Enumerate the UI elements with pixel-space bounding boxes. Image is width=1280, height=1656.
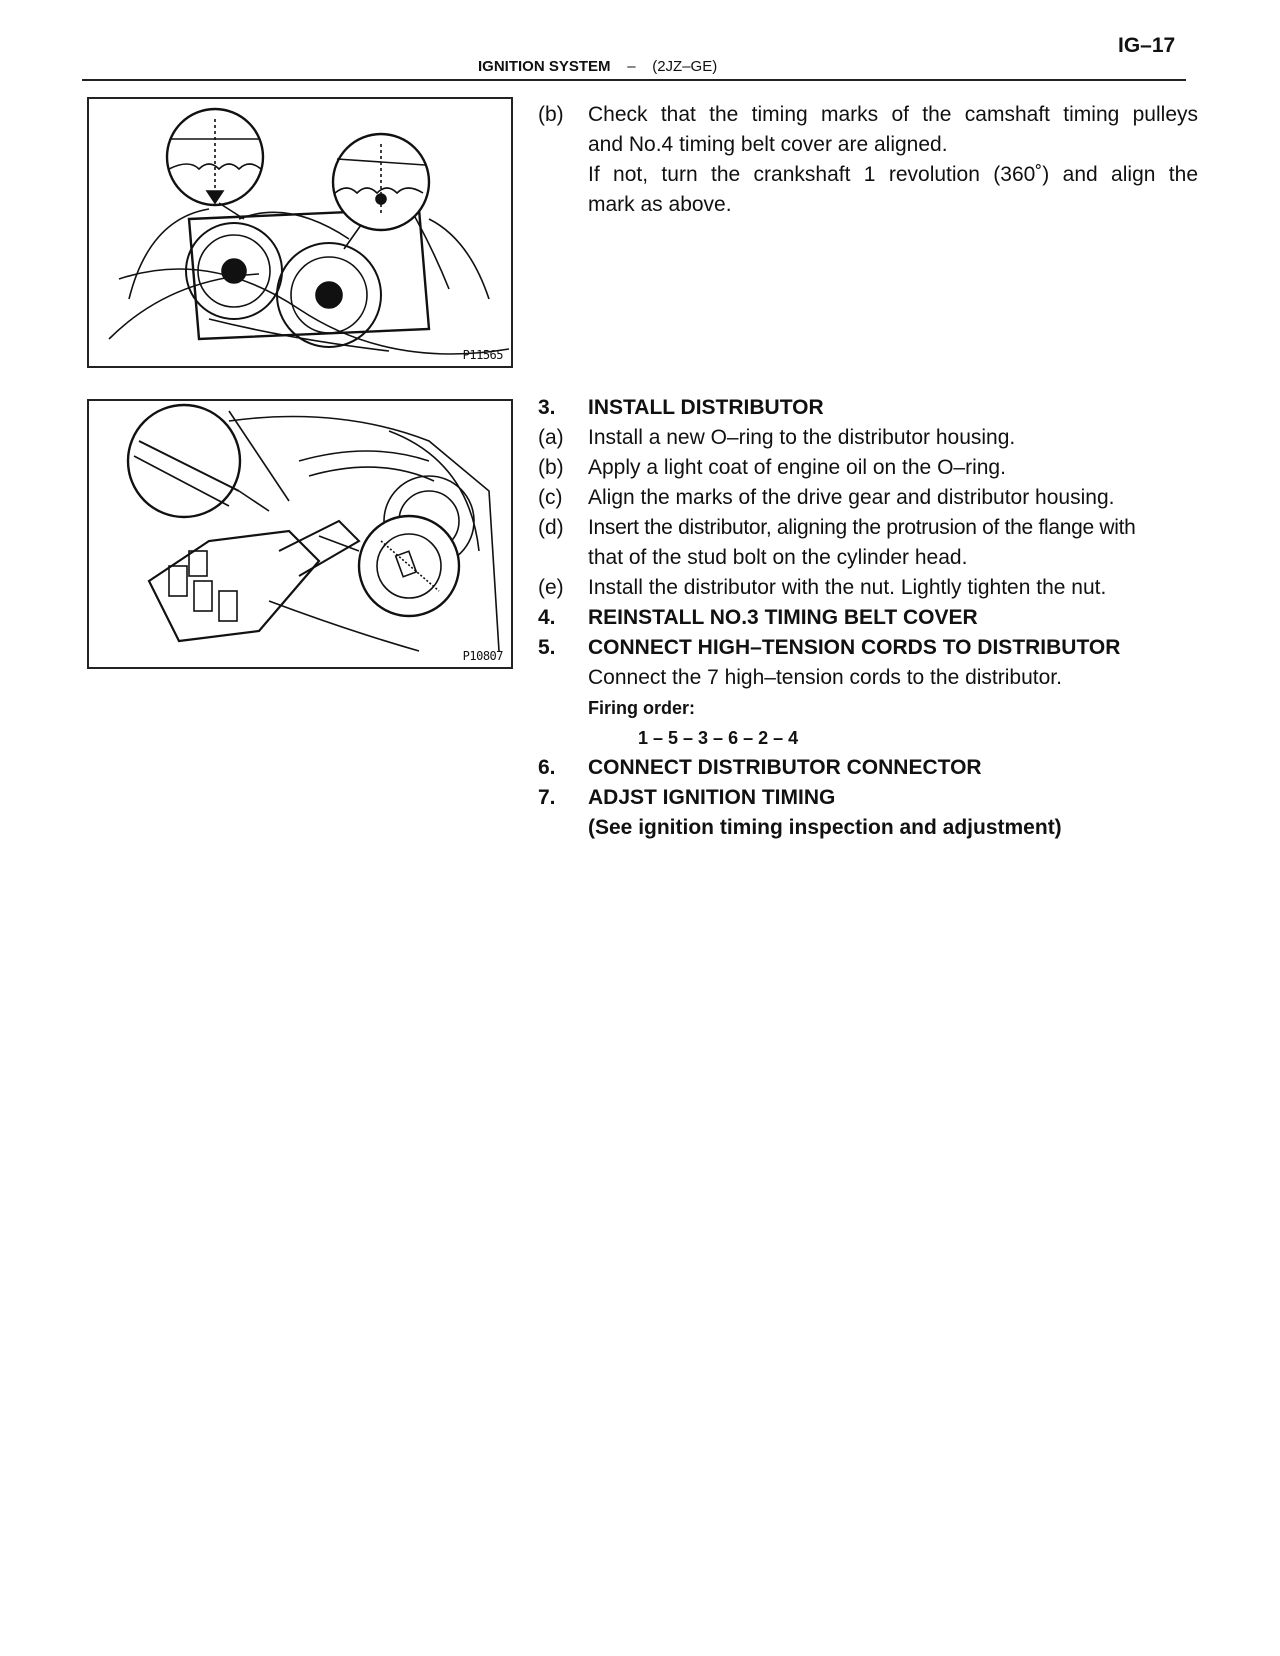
engine-code: (2JZ–GE): [652, 58, 718, 75]
step-3a: [538, 423, 1136, 453]
step-b: [538, 100, 1198, 130]
indent: [538, 543, 588, 573]
section-5-heading: [538, 633, 1136, 663]
step-b-line4: [538, 190, 1198, 220]
step-marker: (b): [538, 456, 564, 479]
firing-order-row: [538, 723, 1136, 753]
section-number: 7.: [538, 786, 556, 809]
timing-pulleys-illustration: [87, 97, 513, 368]
distributor-illustration: [87, 399, 513, 669]
section-number: 4.: [538, 606, 556, 629]
step-b-line3: [538, 160, 1198, 190]
header-separator: –: [627, 58, 636, 75]
step-b-line2: [538, 130, 1198, 160]
step-text: Align the marks of the drive gear and distributor housing.: [588, 486, 1115, 509]
step-3d-line2: [538, 543, 1136, 573]
distributor-drawing: [89, 401, 511, 667]
section-title: INSTALL DISTRIBUTOR: [588, 396, 824, 419]
section-title: IGNITION SYSTEM: [478, 58, 611, 75]
indent: [538, 160, 588, 190]
section-7-note: [538, 813, 1136, 843]
step-3e: [538, 573, 1136, 603]
section-3-heading: [538, 393, 1136, 423]
step-text: and No.4 timing belt cover are aligned.: [588, 133, 948, 156]
figure-code: P10807: [462, 649, 503, 663]
step-text: If not, turn the crankshaft 1 revolution (360˚) and align the: [588, 163, 1198, 186]
firing-order-label-row: [538, 693, 1136, 723]
indent: [538, 813, 588, 843]
step-marker: (a): [538, 426, 564, 449]
section-number: 3.: [538, 396, 556, 419]
header-rule: [82, 79, 1186, 81]
indent: [538, 130, 588, 160]
indent: [538, 663, 588, 693]
step-text: mark as above.: [588, 193, 732, 216]
step-3b: [538, 453, 1136, 483]
firing-order-sequence: 1 – 5 – 3 – 6 – 2 – 4: [638, 728, 799, 748]
section-title: CONNECT DISTRIBUTOR CONNECTOR: [588, 756, 982, 779]
step-marker: (c): [538, 486, 563, 509]
indent: [538, 693, 588, 723]
page-number: IG–17: [1118, 34, 1176, 57]
timing-pulleys-drawing: [89, 99, 511, 366]
step-text: that of the stud bolt on the cylinder head.: [588, 546, 968, 569]
step-3c: [538, 483, 1136, 513]
step-b-block: [538, 100, 1198, 220]
section-4-heading: [538, 603, 1136, 633]
figure-code: P11565: [462, 348, 503, 362]
step-marker: (e): [538, 576, 564, 599]
section-7-heading: [538, 783, 1136, 813]
section-note: (See ignition timing inspection and adjustment): [588, 816, 1062, 839]
section-title: ADJST IGNITION TIMING: [588, 786, 836, 809]
section-title: REINSTALL NO.3 TIMING BELT COVER: [588, 606, 978, 629]
section-6-heading: [538, 753, 1136, 783]
section-5-text: [538, 663, 1136, 693]
section-number: 5.: [538, 636, 556, 659]
procedure-block: [538, 393, 1136, 843]
firing-order-label: Firing order:: [588, 698, 695, 718]
step-text: Apply a light coat of engine oil on the O–ring.: [588, 456, 1006, 479]
step-text: Check that the timing marks of the camshaft timing pulleys: [588, 103, 1198, 126]
indent: [538, 190, 588, 220]
step-marker: (b): [538, 103, 564, 126]
step-text: Insert the distributor, aligning the protrusion of the flange with: [588, 516, 1136, 539]
indent: [538, 723, 588, 753]
step-marker: (d): [538, 516, 564, 539]
step-text: Connect the 7 high–tension cords to the distributor.: [588, 666, 1062, 689]
section-title: CONNECT HIGH–TENSION CORDS TO DISTRIBUTOR: [588, 636, 1121, 659]
running-header: [478, 58, 717, 75]
step-3d: [538, 513, 1136, 543]
section-number: 6.: [538, 756, 556, 779]
step-text: Install a new O–ring to the distributor housing.: [588, 426, 1016, 449]
step-text: Install the distributor with the nut. Lightly tighten the nut.: [588, 576, 1107, 599]
